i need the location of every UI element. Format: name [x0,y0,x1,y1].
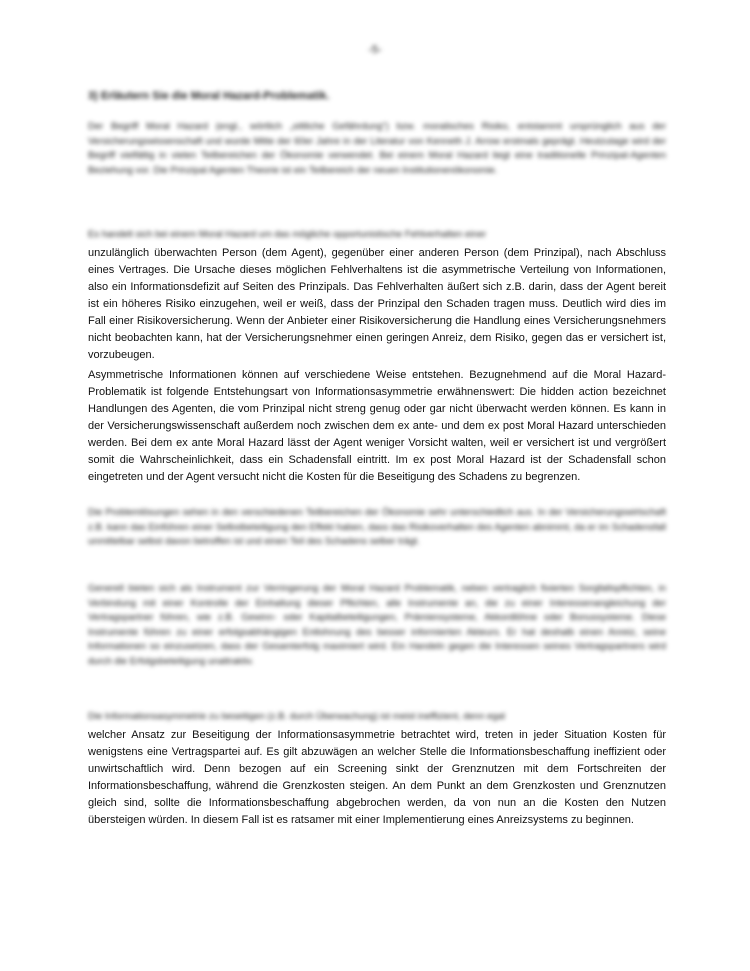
paragraph-intro: Der Begriff Moral Hazard (engl., wörtlich „sittliche Gefährdung“) bzw. moralisches Risiko, entstammt ursprünglich aus der Versicherungswissenschaft und wurde Mitte der 60er Jahre in der Literatur von Kenneth J. Arrow erstmals geprägt. Heutzutage wird der Begriff vielfältig in vielen Teilbereichen der Ökonomie verwendet. Bei einem Moral Hazard liegt eine traditionelle Prinzipal-Agenten Beziehung vor. Die Prinzipal Agenten Theorie ist ein Teilbereich der neuen Institutionenökonomie. [88,121,666,176]
paragraph-2-blurred-line: Es handelt sich bei einem Moral Hazard um das mögliche opportunistische Fehlverhalten einer [88,229,487,240]
paragraph-5: Generell bieten sich als Instrument zur Verringerung der Moral Hazard Problematik, neben vertraglich fixierten Sorgfaltspflichten, in Verbindung mit einer Kontrolle der Einhaltung dieser Pflichten, alle Instrumente an, die zu einer Interessenangleichung der Vertragspartner führen, wie z.B. Gewinn- oder Kapitalbeteiligungen, Prämiensysteme, Akkordlöhne oder Bonussysteme. Diese Instrumente führen zu einer erfolgsabhängigen Entlohnung des besser informierten Akteurs. Er hat deshalb einen Anreiz, seine Informationen so einzusetzen, dass der Gesamterfolg maximiert wird. Ein Handeln gegen die Interessen seines Vertragspartners wird durch die Erfolgsbeteiligung unattraktiv. [88,583,666,667]
paragraph-6: welcher Ansatz zur Beseitigung der Informationsasymmetrie betrachtet wird, treten in jeder Situation Kosten für wenigstens eine Vertragspartei auf. Es gilt abzuwägen an welcher Stelle die Informationsbeschaffung ineffizient oder unwirtschaftlich wird. Denn bezogen auf ein Screening sinkt der Grenznutzen mit dem Fortschreiten der Informationsbeschaffung, während die Grenzkosten steigen. An dem Punkt an dem Grenzkosten und Grenznutzen gleich sind, sollte die Informationsbeschaffung abgebrochen werden, da von nun an die Kosten den Nutzen übersteigen würden. In diesem Fall ist es ratsamer mit einer Implementierung eines Anreizsystems zu beginnen. [88,729,666,826]
paragraph-6-blurred-line: Die Informationsasymmetrie zu beseitigen (z.B. durch Überwachung) ist meist ineffizient, denn egal [88,711,505,722]
paragraph-2: unzulänglich überwachten Person (dem Agent), gegenüber einer anderen Person (dem Prinzipal), nach Abschluss eines Vertrages. Die Ursache dieses möglichen Fehlverhaltens ist die asymmetrische Verteilung von Informationen, also ein Informationsdefizit auf Seiten des Prinzipals. Das Fehlverhalten äußert sich z.B. darin, dass der Agent bereit ist ein höheres Risiko einzugehen, weil er weiß, dass der Prinzipal den Schaden tragen muss. Deutlich wird dies im Fall einer Risikoversicherung. Wenn der Anbieter einer Risikoversicherung die Handlung eines Versicherungsnehmers nicht beobachten kann, hat der Versicherungsnehmer einen geringen Anreiz, dem Risiko, gegen das er versichert ist, vorzubeugen. [88,247,666,361]
paragraph-3-wrapper [88,367,666,487]
section-heading: 3) Erläutern Sie die Moral Hazard-Problematik. [88,90,330,102]
paragraph-4: Die Problemlösungen sehen in den verschiedenen Teilbereichen der Ökonomie sehr unterschiedlich aus. In der Versicherungswirtschaft z.B. kann das Einführen einer Selbstbeteiligung den Effekt haben, dass das Risikoverhalten des Agenten abnimmt, da er im Schadensfall unmittelbar selbst davon betroffen ist und einen Teil des Schadens selber trägt. [88,507,666,548]
page-number: -5- [368,44,382,56]
paragraph-3: Asymmetrische Informationen können auf verschiedene Weise entstehen. Bezugnehmend auf die Moral Hazard-Problematik ist folgende Entstehungsart von Informationsasymmetrie erwähnenswert: Die hidden action bezeichnet Handlungen des Agenten, die vom Prinzipal nicht streng genug oder gar nicht überwacht werden können. Es kann in der Versicherungswissenschaft außerdem noch zwischen dem ex ante- und dem ex post Moral Hazard unterschieden werden. Bei dem ex ante Moral Hazard lässt der Agent weniger Vorsicht walten, weil er versichert ist und vergrößert somit die Wahrscheinlichkeit, dass ein Schadensfall eintritt. Im ex post Moral Hazard ist der Schadensfall schon eingetreten und der Agent versucht nicht die Kosten für die Beseitigung des Schadens zu begrenzen. [88,369,666,483]
